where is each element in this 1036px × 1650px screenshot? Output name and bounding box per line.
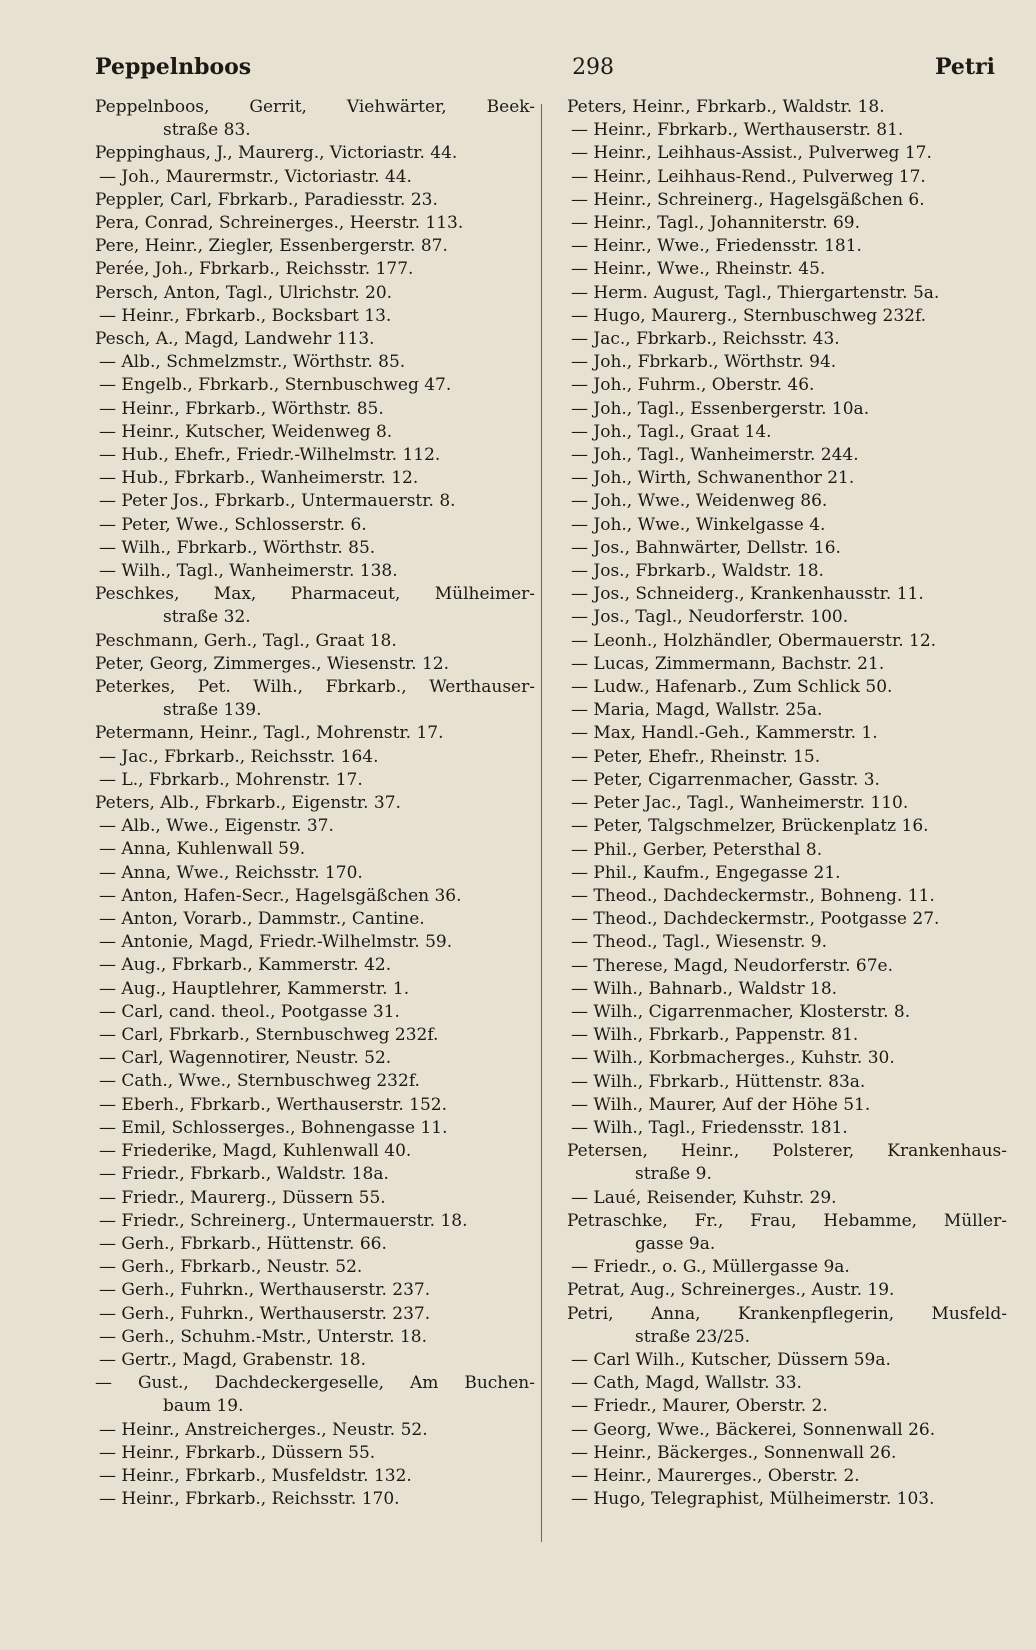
directory-entry: — Friedr., Maurerg., Düssern 55. (99, 1187, 386, 1208)
directory-entry: — Alb., Wwe., Eigenstr. 37. (99, 816, 334, 837)
directory-entry: — Gerh., Fbrkarb., Neustr. 52. (99, 1257, 363, 1278)
directory-entry: Petrat, Aug., Schreinerges., Austr. 19. (567, 1280, 895, 1301)
directory-entry: — Heinr., Wwe., Friedensstr. 181. (571, 236, 862, 257)
directory-entry: — Therese, Magd, Neudorferstr. 67e. (571, 955, 893, 976)
directory-entry: — Wilh., Tagl., Wanheimerstr. 138. (99, 561, 398, 582)
entry-continuation: straße 23/25. (635, 1326, 751, 1347)
directory-entry: — Joh., Wwe., Winkelgasse 4. (571, 514, 826, 535)
directory-entry: — Heinr., Schreinerg., Hagelsgäßchen 6. (571, 189, 925, 210)
directory-entry: — Gust., Dachdeckergeselle, Am Buchen- (95, 1373, 535, 1394)
directory-entry: — Carl, Fbrkarb., Sternbuschweg 232f. (99, 1025, 439, 1046)
directory-entry: — Hub., Ehefr., Friedr.-Wilhelmstr. 112. (99, 445, 441, 466)
directory-entry: — Leonh., Holzhändler, Obermauerstr. 12. (571, 630, 937, 651)
directory-entry: — Gerh., Schuhm.-Mstr., Unterstr. 18. (99, 1326, 427, 1347)
directory-entry: — Joh., Maurermstr., Victoriastr. 44. (99, 166, 412, 187)
directory-entry: — Wilh., Bahnarb., Waldstr 18. (571, 978, 838, 999)
directory-entry: — Hugo, Telegraphist, Mülheimerstr. 103. (571, 1489, 935, 1510)
directory-entry: — Heinr., Fbrkarb., Wörthstr. 85. (99, 398, 384, 419)
directory-entry: — Wilh., Tagl., Friedensstr. 181. (571, 1117, 848, 1138)
directory-entry: — Carl Wilh., Kutscher, Düssern 59a. (571, 1349, 891, 1370)
directory-entry: — Carl, cand. theol., Pootgasse 31. (99, 1001, 400, 1022)
directory-entry: — Peter, Talgschmelzer, Brückenplatz 16. (571, 816, 929, 837)
directory-entry: — Friederike, Magd, Kuhlenwall 40. (99, 1141, 412, 1162)
directory-entry: — Hugo, Maurerg., Sternbuschweg 232f. (571, 305, 927, 326)
directory-entry: — Friedr., Maurer, Oberstr. 2. (571, 1396, 828, 1417)
directory-entry: — Cath, Magd, Wallstr. 33. (571, 1373, 802, 1394)
entry-continuation: baum 19. (163, 1396, 244, 1417)
directory-entry: — Jos., Schneiderg., Krankenhausstr. 11. (571, 584, 924, 605)
directory-entry: — Ludw., Hafenarb., Zum Schlick 50. (571, 677, 893, 698)
directory-entry: — Maria, Magd, Wallstr. 25a. (571, 700, 823, 721)
directory-entry: — Heinr., Maurerges., Oberstr. 2. (571, 1465, 860, 1486)
directory-entry: Petri, Anna, Krankenpflegerin, Musfeld- (567, 1303, 1007, 1324)
directory-entry: — L., Fbrkarb., Mohrenstr. 17. (99, 769, 363, 790)
directory-entry: — Jos., Bahnwärter, Dellstr. 16. (571, 537, 841, 558)
directory-entry: — Carl, Wagennotirer, Neustr. 52. (99, 1048, 392, 1069)
directory-entry: Perée, Joh., Fbrkarb., Reichsstr. 177. (95, 259, 414, 280)
directory-entry: — Gerh., Fuhrkn., Werthauserstr. 237. (99, 1303, 431, 1324)
directory-entry: — Joh., Fbrkarb., Wörthstr. 94. (571, 352, 837, 373)
directory-entry: — Heinr., Tagl., Johanniterstr. 69. (571, 213, 860, 234)
directory-entry: — Eberh., Fbrkarb., Werthauserstr. 152. (99, 1094, 448, 1115)
directory-entry: — Friedr., Schreinerg., Untermauerstr. 18. (99, 1210, 468, 1231)
directory-entry: — Heinr., Anstreicherges., Neustr. 52. (99, 1419, 428, 1440)
directory-entry: — Heinr., Fbrkarb., Musfeldstr. 132. (99, 1465, 412, 1486)
directory-entry: — Heinr., Fbrkarb., Reichsstr. 170. (99, 1489, 400, 1510)
directory-entry: — Peter, Cigarrenmacher, Gasstr. 3. (571, 769, 880, 790)
directory-entry: Petraschke, Fr., Frau, Hebamme, Müller- (567, 1210, 1007, 1231)
directory-entry: — Peter Jac., Tagl., Wanheimerstr. 110. (571, 793, 909, 814)
directory-entry: — Theod., Dachdeckermstr., Bohneng. 11. (571, 885, 935, 906)
directory-entry: Peterkes, Pet. Wilh., Fbrkarb., Werthauser- (95, 677, 535, 698)
directory-entry: — Jac., Fbrkarb., Reichsstr. 43. (571, 329, 840, 350)
directory-entry: Petersen, Heinr., Polsterer, Krankenhaus- (567, 1141, 1007, 1162)
directory-entry: — Peter, Wwe., Schlosserstr. 6. (99, 514, 367, 535)
directory-entry: — Wilh., Korbmacherges., Kuhstr. 30. (571, 1048, 895, 1069)
directory-entry: Pera, Conrad, Schreinerges., Heerstr. 113. (95, 213, 464, 233)
directory-entry: — Laué, Reisender, Kuhstr. 29. (571, 1187, 837, 1208)
directory-entry: — Jos., Tagl., Neudorferstr. 100. (571, 607, 849, 628)
directory-entry: — Joh., Wwe., Weidenweg 86. (571, 491, 828, 512)
directory-entry: — Peter Jos., Fbrkarb., Untermauerstr. 8. (99, 491, 456, 512)
directory-entry: — Heinr., Kutscher, Weidenweg 8. (99, 421, 393, 442)
directory-entry: — Engelb., Fbrkarb., Sternbuschweg 47. (99, 375, 452, 396)
directory-entry: — Hub., Fbrkarb., Wanheimerstr. 12. (99, 468, 419, 489)
header-left-word: Peppelnboos (95, 54, 252, 80)
directory-entry: Pere, Heinr., Ziegler, Essenbergerstr. 87. (95, 236, 448, 257)
directory-entry: — Heinr., Fbrkarb., Düssern 55. (99, 1442, 376, 1463)
directory-entry: — Wilh., Cigarrenmacher, Klosterstr. 8. (571, 1001, 911, 1022)
directory-entry: — Anton, Hafen-Secr., Hagelsgäßchen 36. (99, 885, 462, 906)
directory-entry: Peters, Alb., Fbrkarb., Eigenstr. 37. (95, 793, 401, 814)
directory-entry: — Wilh., Fbrkarb., Wörthstr. 85. (99, 537, 376, 558)
directory-entry: — Wilh., Fbrkarb., Pappenstr. 81. (571, 1025, 859, 1046)
directory-entry: Peters, Heinr., Fbrkarb., Waldstr. 18. (567, 97, 885, 117)
directory-entry: — Friedr., Fbrkarb., Waldstr. 18a. (99, 1164, 389, 1185)
right-column (567, 96, 1007, 1511)
directory-entry: — Jos., Fbrkarb., Waldstr. 18. (571, 561, 824, 582)
directory-entry: — Heinr., Wwe., Rheinstr. 45. (571, 259, 826, 280)
directory-entry: — Anton, Vorarb., Dammstr., Cantine. (99, 909, 425, 930)
directory-entry: Peppelnboos, Gerrit, Viehwärter, Beek- (95, 97, 535, 117)
directory-entry: — Georg, Wwe., Bäckerei, Sonnenwall 26. (571, 1419, 936, 1440)
directory-entry: — Peter, Ehefr., Rheinstr. 15. (571, 746, 821, 767)
directory-entry: Peschkes, Max, Pharmaceut, Mülheimer- (95, 584, 535, 605)
directory-entry: — Joh., Wirth, Schwanenthor 21. (571, 468, 855, 489)
directory-entry: — Joh., Fuhrm., Oberstr. 46. (571, 375, 815, 396)
directory-entry: — Gertr., Magd, Grabenstr. 18. (99, 1349, 366, 1370)
directory-entry: — Phil., Gerber, Petersthal 8. (571, 839, 823, 860)
directory-entry: — Cath., Wwe., Sternbuschweg 232f. (99, 1071, 420, 1092)
header-right-word: Petri (934, 54, 995, 80)
directory-entry: — Heinr., Bäckerges., Sonnenwall 26. (571, 1442, 897, 1463)
directory-entry: — Theod., Tagl., Wiesenstr. 9. (571, 932, 828, 953)
directory-entry: — Heinr., Fbrkarb., Werthauserstr. 81. (571, 120, 904, 141)
directory-entry: — Gerh., Fbrkarb., Hüttenstr. 66. (99, 1233, 387, 1254)
directory-entry: Persch, Anton, Tagl., Ulrichstr. 20. (95, 282, 393, 303)
page-header (95, 52, 995, 82)
directory-entry: — Wilh., Maurer, Auf der Höhe 51. (571, 1094, 871, 1115)
directory-entry: — Phil., Kaufm., Engegasse 21. (571, 862, 841, 883)
directory-entry: Peppler, Carl, Fbrkarb., Paradiesstr. 23. (95, 189, 438, 210)
directory-entry: — Anna, Kuhlenwall 59. (99, 839, 306, 860)
directory-entry: — Emil, Schlosserges., Bohnengasse 11. (99, 1117, 448, 1138)
directory-entry: Peppinghaus, J., Maurerg., Victoriastr. 44. (95, 143, 458, 164)
directory-entry: — Lucas, Zimmermann, Bachstr. 21. (571, 653, 885, 674)
entry-continuation: straße 32. (163, 607, 251, 628)
directory-entry: — Max, Handl.-Geh., Kammerstr. 1. (571, 723, 878, 744)
directory-entry: — Heinr., Leihhaus-Assist., Pulverweg 17. (571, 143, 932, 164)
entry-continuation: straße 9. (635, 1164, 712, 1185)
directory-entry: Peter, Georg, Zimmerges., Wiesenstr. 12. (95, 653, 450, 674)
directory-entry: — Wilh., Fbrkarb., Hüttenstr. 83a. (571, 1071, 866, 1092)
directory-entry: — Theod., Dachdeckermstr., Pootgasse 27. (571, 909, 940, 930)
directory-entry: Peschmann, Gerh., Tagl., Graat 18. (95, 630, 397, 651)
directory-entry: — Joh., Tagl., Wanheimerstr. 244. (571, 445, 859, 466)
directory-entry: — Joh., Tagl., Graat 14. (571, 421, 772, 442)
directory-entry: — Jac., Fbrkarb., Reichsstr. 164. (99, 746, 379, 767)
directory-entry: — Heinr., Fbrkarb., Bocksbart 13. (99, 305, 392, 326)
directory-entry: — Herm. August, Tagl., Thiergartenstr. 5a. (571, 282, 940, 303)
directory-entry: — Friedr., o. G., Müllergasse 9a. (571, 1257, 850, 1278)
left-column (95, 96, 535, 1511)
directory-entry: — Antonie, Magd, Friedr.-Wilhelmstr. 59. (99, 932, 453, 953)
directory-entry: — Aug., Fbrkarb., Kammerstr. 42. (99, 955, 392, 976)
directory-entry: — Heinr., Leihhaus-Rend., Pulverweg 17. (571, 166, 926, 187)
directory-entry: — Anna, Wwe., Reichsstr. 170. (99, 862, 363, 883)
entry-continuation: straße 139. (163, 700, 262, 721)
directory-entry: — Aug., Hauptlehrer, Kammerstr. 1. (99, 978, 410, 999)
directory-entry: — Alb., Schmelzmstr., Wörthstr. 85. (99, 352, 406, 373)
directory-entry: — Joh., Tagl., Essenbergerstr. 10a. (571, 398, 870, 419)
entry-continuation: gasse 9a. (635, 1233, 716, 1254)
directory-entry: — Gerh., Fuhrkn., Werthauserstr. 237. (99, 1280, 431, 1301)
entry-continuation: straße 83. (163, 120, 251, 141)
directory-entry: Pesch, A., Magd, Landwehr 113. (95, 329, 375, 350)
column-divider (541, 104, 542, 1542)
directory-entry: Petermann, Heinr., Tagl., Mohrenstr. 17. (95, 723, 444, 744)
page-number: 298 (572, 54, 615, 80)
